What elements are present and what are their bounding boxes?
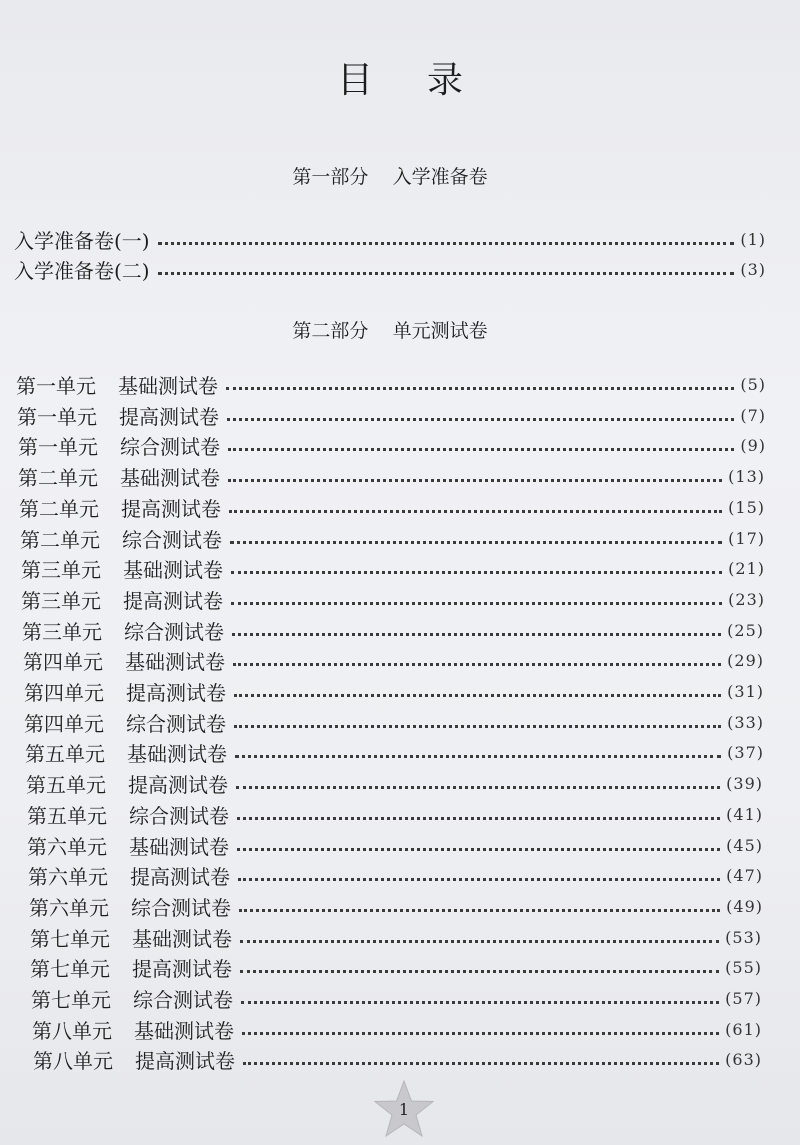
entry-unit: 第一单元 (16, 373, 96, 398)
entry-kind: 提高测试卷 (128, 772, 228, 797)
toc-entry[interactable] (31, 983, 762, 1013)
entry-page: (41) (726, 804, 763, 824)
dot-leader (237, 848, 720, 851)
dot-leader (228, 448, 734, 451)
entry-label: 入学准备卷(一) (14, 228, 150, 253)
entry-kind: 提高测试卷 (130, 864, 230, 889)
entry-label: 入学准备卷(二) (14, 258, 150, 283)
entry-label (31, 984, 233, 1013)
dot-leader (235, 755, 721, 758)
entry-kind: 提高测试卷 (126, 680, 226, 705)
dot-leader (237, 817, 720, 820)
entry-label (32, 1015, 234, 1044)
entry-kind: 综合测试卷 (133, 987, 233, 1012)
toc-entry[interactable] (29, 891, 763, 921)
entry-label (18, 431, 220, 460)
entry-unit: 第二单元 (19, 496, 99, 521)
page-number: 1 (398, 1100, 410, 1119)
toc-entry[interactable] (27, 830, 763, 860)
dot-leader (229, 510, 722, 513)
dot-leader (231, 571, 722, 574)
entry-page: (55) (725, 957, 762, 977)
entry-kind: 提高测试卷 (121, 496, 221, 521)
entry-page: (53) (725, 927, 762, 947)
entry-page: (23) (728, 589, 765, 609)
entry-label (24, 708, 226, 737)
entry-kind: 基础测试卷 (118, 373, 218, 398)
toc-entry[interactable] (32, 1014, 762, 1044)
toc-entry[interactable] (14, 254, 766, 284)
entry-unit: 第七单元 (30, 926, 110, 951)
entry-kind: 提高测试卷 (132, 956, 232, 981)
entry-page: (45) (726, 835, 763, 855)
dot-leader (227, 418, 734, 421)
entry-unit: 第六单元 (29, 895, 109, 920)
entry-page: (3) (740, 259, 766, 279)
toc-entry[interactable] (21, 553, 765, 583)
entry-label (33, 1045, 235, 1074)
dot-leader (233, 663, 721, 666)
entry-page: (5) (740, 374, 766, 394)
toc-entry[interactable] (28, 860, 763, 890)
entry-page: (47) (726, 865, 763, 885)
part2-heading: 第二部分 单元测试卷 (292, 320, 488, 342)
dot-leader (234, 694, 721, 697)
entry-page: (33) (727, 712, 764, 732)
entry-kind: 提高测试卷 (123, 588, 223, 613)
entry-kind: 基础测试卷 (127, 741, 227, 766)
entry-label (25, 738, 227, 767)
toc-entry[interactable] (27, 799, 763, 829)
entry-unit: 第四单元 (24, 680, 104, 705)
dot-leader (226, 387, 734, 390)
entry-page: (57) (725, 988, 762, 1008)
entry-label (16, 370, 218, 399)
entry-unit: 第二单元 (20, 527, 100, 552)
part1-heading: 第一部分 入学准备卷 (292, 166, 488, 188)
toc-entry[interactable] (18, 430, 766, 460)
entry-kind: 基础测试卷 (129, 834, 229, 859)
dot-leader (234, 725, 721, 728)
toc-entry[interactable] (16, 369, 766, 399)
entry-page: (29) (727, 650, 764, 670)
entry-unit: 第三单元 (22, 619, 102, 644)
entry-kind: 综合测试卷 (122, 527, 222, 552)
entry-kind: 提高测试卷 (119, 404, 219, 429)
dot-leader (232, 633, 721, 636)
toc-entry[interactable] (22, 615, 764, 645)
entry-page: (17) (728, 528, 765, 548)
entry-label (17, 401, 219, 430)
entry-label (18, 462, 220, 491)
dot-leader (239, 909, 720, 912)
dot-leader (230, 541, 722, 544)
entry-unit: 第八单元 (33, 1048, 113, 1073)
entry-unit: 第三单元 (21, 557, 101, 582)
dot-leader (241, 1001, 719, 1004)
entry-kind: 基础测试卷 (134, 1018, 234, 1043)
entry-unit: 第一单元 (17, 404, 97, 429)
entry-unit: 第六单元 (27, 834, 107, 859)
entry-page: (31) (727, 681, 764, 701)
entry-kind: 综合测试卷 (120, 434, 220, 459)
entry-label (27, 800, 229, 829)
toc-entry[interactable] (24, 707, 764, 737)
entry-page: (21) (728, 558, 765, 578)
dot-leader (238, 878, 720, 881)
dot-leader (236, 786, 720, 789)
page-number-badge (372, 1078, 436, 1142)
toc-entry[interactable] (26, 768, 763, 798)
entry-kind: 基础测试卷 (123, 557, 223, 582)
entry-label (21, 554, 223, 583)
entry-page: (1) (740, 229, 766, 249)
entry-kind: 综合测试卷 (129, 803, 229, 828)
dot-leader (243, 1062, 719, 1065)
dot-leader (158, 272, 735, 275)
entry-label (29, 892, 231, 921)
entry-unit: 第八单元 (32, 1018, 112, 1043)
entry-unit: 第七单元 (31, 987, 111, 1012)
entry-unit: 第五单元 (26, 772, 106, 797)
toc-entry[interactable] (30, 952, 762, 982)
entry-unit: 第四单元 (24, 711, 104, 736)
entry-page: (39) (726, 773, 763, 793)
toc-entry[interactable] (25, 737, 764, 767)
entry-page: (63) (725, 1049, 762, 1069)
toc-entry[interactable] (30, 922, 762, 952)
entry-page: (25) (727, 620, 764, 640)
page-title: 目录 (336, 60, 517, 101)
entry-page: (61) (725, 1019, 762, 1039)
toc-entry[interactable] (21, 584, 765, 614)
entry-page: (49) (726, 896, 763, 916)
entry-kind: 综合测试卷 (124, 619, 224, 644)
entry-label (19, 493, 221, 522)
entry-label (24, 677, 226, 706)
entry-label (27, 831, 229, 860)
entry-label (26, 769, 228, 798)
dot-leader (158, 242, 735, 245)
entry-kind: 基础测试卷 (125, 649, 225, 674)
entry-kind: 综合测试卷 (126, 711, 226, 736)
entry-page: (7) (740, 405, 766, 425)
dot-leader (240, 940, 719, 943)
entry-unit: 第五单元 (25, 741, 105, 766)
entry-kind: 提高测试卷 (135, 1048, 235, 1073)
entry-unit: 第一单元 (18, 434, 98, 459)
toc-entry[interactable] (20, 523, 765, 553)
toc-entry[interactable] (33, 1044, 762, 1074)
toc-entry[interactable] (14, 224, 766, 254)
entry-label (21, 585, 223, 614)
entry-page: (9) (740, 435, 766, 455)
dot-leader (242, 1032, 719, 1035)
entry-page: (15) (728, 497, 765, 517)
entry-unit: 第五单元 (27, 803, 107, 828)
entry-label (23, 646, 225, 675)
dot-leader (228, 479, 722, 482)
entry-unit: 第七单元 (30, 956, 110, 981)
entry-unit: 第六单元 (28, 864, 108, 889)
toc-entry[interactable] (24, 676, 764, 706)
entry-unit: 第四单元 (23, 649, 103, 674)
entry-unit: 第三单元 (21, 588, 101, 613)
entry-label (20, 524, 222, 553)
entry-kind: 基础测试卷 (132, 926, 232, 951)
entry-page: (13) (728, 466, 765, 486)
entry-label (28, 861, 230, 890)
entry-unit: 第二单元 (18, 465, 98, 490)
dot-leader (231, 602, 722, 605)
dot-leader (240, 970, 719, 973)
toc-entry[interactable] (18, 461, 765, 491)
entry-label (30, 923, 232, 952)
entry-page: (37) (727, 742, 764, 762)
toc-entry[interactable] (23, 645, 764, 675)
entry-label (30, 953, 232, 982)
entry-kind: 基础测试卷 (120, 465, 220, 490)
entry-kind: 综合测试卷 (131, 895, 231, 920)
toc-entry[interactable] (17, 400, 766, 430)
toc-entry[interactable] (19, 492, 765, 522)
entry-label (22, 616, 224, 645)
